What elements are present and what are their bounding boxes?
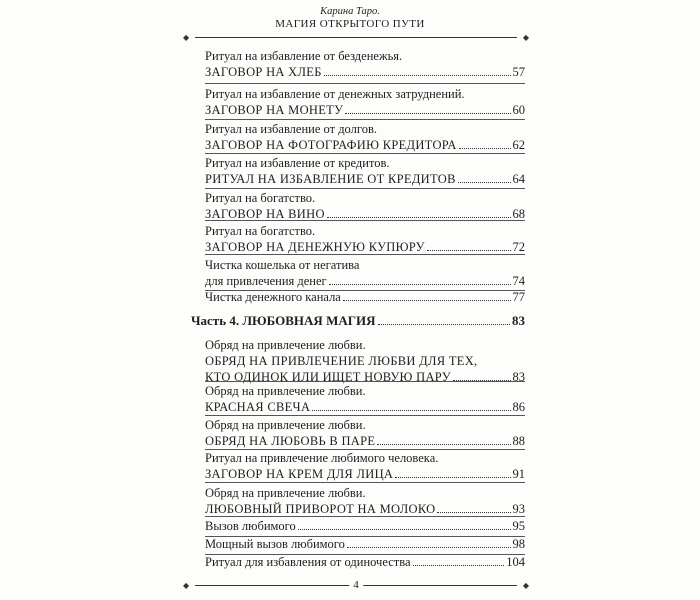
page-number: 4	[349, 578, 363, 592]
toc-entry-title: ЗАГОВОР НА МОНЕТУ	[205, 103, 344, 117]
dot-leader	[345, 113, 510, 114]
toc-page-number: 83	[512, 370, 525, 384]
toc-entry-title: ЗАГОВОР НА ФОТОГРАФИЮ КРЕДИТОРА	[205, 138, 457, 152]
dot-leader	[347, 547, 511, 548]
toc-entry[interactable]	[205, 190, 525, 222]
toc-entry[interactable]	[205, 485, 525, 517]
toc-entry[interactable]	[205, 155, 525, 187]
toc-entry-subtitle: Обряд на привлечение любви.	[205, 384, 366, 398]
toc-entry-title: ЛЮБОВНЫЙ ПРИВОРОТ НА МОЛОКО	[205, 502, 436, 516]
divider	[205, 83, 525, 84]
toc-entry-title: Ритуал для избавления от одиночества	[205, 555, 411, 569]
footer-rule	[183, 581, 529, 590]
toc-entry[interactable]	[205, 536, 525, 552]
toc-page-number: 57	[512, 65, 525, 79]
toc-entry-title: РИТУАЛ НА ИЗБАВЛЕНИЕ ОТ КРЕДИТОВ	[205, 172, 456, 186]
toc-page-number: 64	[512, 172, 525, 186]
toc-entry-title: Вызов любимого	[205, 519, 296, 533]
dot-leader	[312, 410, 510, 411]
toc-entry-subtitle: Чистка кошелька от негатива	[205, 258, 360, 272]
dot-leader	[437, 512, 510, 513]
toc-entry-subtitle: Обряд на привлечение любви.	[205, 486, 366, 500]
toc-entry-subtitle: Обряд на привлечение любви.	[205, 418, 366, 432]
toc-entry[interactable]	[205, 417, 525, 449]
ornament-icon: ◆	[183, 581, 190, 590]
toc-entry-title: КРАСНАЯ СВЕЧА	[205, 400, 311, 414]
toc-entry-title: Мощный вызов любимого	[205, 537, 345, 551]
toc-page-number: 68	[512, 207, 525, 221]
divider	[205, 188, 525, 189]
toc-entry-subtitle: Ритуал на избавление от кредитов.	[205, 156, 390, 170]
dot-leader	[298, 529, 511, 530]
toc-entry-title-line: ОБРЯД НА ПРИВЛЕЧЕНИЕ ЛЮБВИ ДЛЯ ТЕХ,	[205, 354, 478, 368]
toc-entry-subtitle: Ритуал на богатство.	[205, 191, 316, 205]
toc-entry[interactable]	[205, 86, 525, 118]
part-heading[interactable]	[191, 313, 525, 329]
toc-entry-title: ЗАГОВОР НА ХЛЕБ	[205, 65, 322, 79]
toc-page-number: 62	[512, 138, 525, 152]
divider	[205, 254, 525, 255]
dot-leader	[459, 148, 511, 149]
toc-entry[interactable]	[205, 223, 525, 255]
toc-entry-subtitle: Ритуал на избавление от безденежья.	[205, 49, 403, 63]
toc-page-number: 88	[512, 434, 525, 448]
toc-entry[interactable]	[205, 121, 525, 153]
toc-entry[interactable]	[205, 383, 525, 415]
toc-entry-subtitle: Ритуал на привлечение любимого человека.	[205, 451, 439, 465]
toc-entry[interactable]	[205, 450, 525, 482]
dot-leader	[324, 75, 511, 76]
ornament-icon: ◆	[522, 581, 529, 590]
header-book-title: МАГИЯ ОТКРЫТОГО ПУТИ	[275, 18, 425, 30]
header-author: Карина Таро.	[320, 6, 380, 17]
toc-page-number: 91	[512, 467, 525, 481]
part-title: Часть 4. ЛЮБОВНАЯ МАГИЯ	[191, 313, 376, 328]
divider	[205, 482, 525, 483]
toc-entry-subtitle: Ритуал на богатство.	[205, 224, 316, 238]
toc-entry-subtitle: Обряд на привлечение любви.	[205, 338, 366, 352]
dot-leader	[378, 324, 510, 325]
toc-page-number: 93	[512, 502, 525, 516]
toc-page-number: 72	[512, 240, 525, 254]
toc-entry[interactable]	[205, 337, 525, 385]
dot-leader	[413, 565, 505, 566]
toc-entry-title: для привлечения денег	[205, 274, 327, 288]
dot-leader	[377, 444, 510, 445]
toc-entry-title: ЗАГОВОР НА ДЕНЕЖНУЮ КУПЮРУ	[205, 240, 425, 254]
toc-page-number: 77	[512, 290, 525, 304]
dot-leader	[329, 284, 511, 285]
running-header	[0, 6, 700, 31]
toc-entry-title: ЗАГОВОР НА КРЕМ ДЛЯ ЛИЦА	[205, 467, 394, 481]
toc-page-number: 95	[512, 519, 525, 533]
dot-leader	[427, 250, 511, 251]
divider	[205, 119, 525, 120]
divider	[195, 37, 517, 38]
toc-entry[interactable]	[205, 289, 525, 305]
toc-entry-title: Чистка денежного канала	[205, 290, 341, 304]
ornament-icon: ◆	[522, 33, 529, 42]
part-page-number: 83	[512, 313, 525, 328]
dot-leader	[395, 477, 510, 478]
dot-leader	[458, 182, 511, 183]
divider	[205, 415, 525, 416]
divider	[205, 220, 525, 221]
toc-entry-title: ЗАГОВОР НА ВИНО	[205, 207, 325, 221]
toc-page-number: 74	[512, 274, 525, 288]
toc-entry-subtitle: Ритуал на избавление от денежных затруднений.	[205, 87, 465, 101]
divider	[205, 381, 525, 382]
toc-entry-title: ОБРЯД НА ЛЮБОВЬ В ПАРЕ	[205, 434, 376, 448]
header-rule	[183, 33, 529, 42]
divider	[205, 516, 525, 517]
ornament-icon: ◆	[183, 33, 190, 42]
toc-entry[interactable]	[205, 518, 525, 534]
toc-page-number: 86	[512, 400, 525, 414]
toc-entry[interactable]	[205, 554, 525, 570]
toc-entry[interactable]	[205, 257, 525, 289]
toc-page-number: 60	[512, 103, 525, 117]
toc-page-number: 104	[506, 555, 525, 569]
dot-leader	[327, 217, 511, 218]
divider	[205, 153, 525, 154]
dot-leader	[343, 300, 511, 301]
toc-entry[interactable]	[205, 48, 525, 80]
toc-page-number: 98	[512, 537, 525, 551]
toc-entry-title: КТО ОДИНОК ИЛИ ИЩЕТ НОВУЮ ПАРУ	[205, 370, 451, 384]
toc-entry-subtitle: Ритуал на избавление от долгов.	[205, 122, 377, 136]
